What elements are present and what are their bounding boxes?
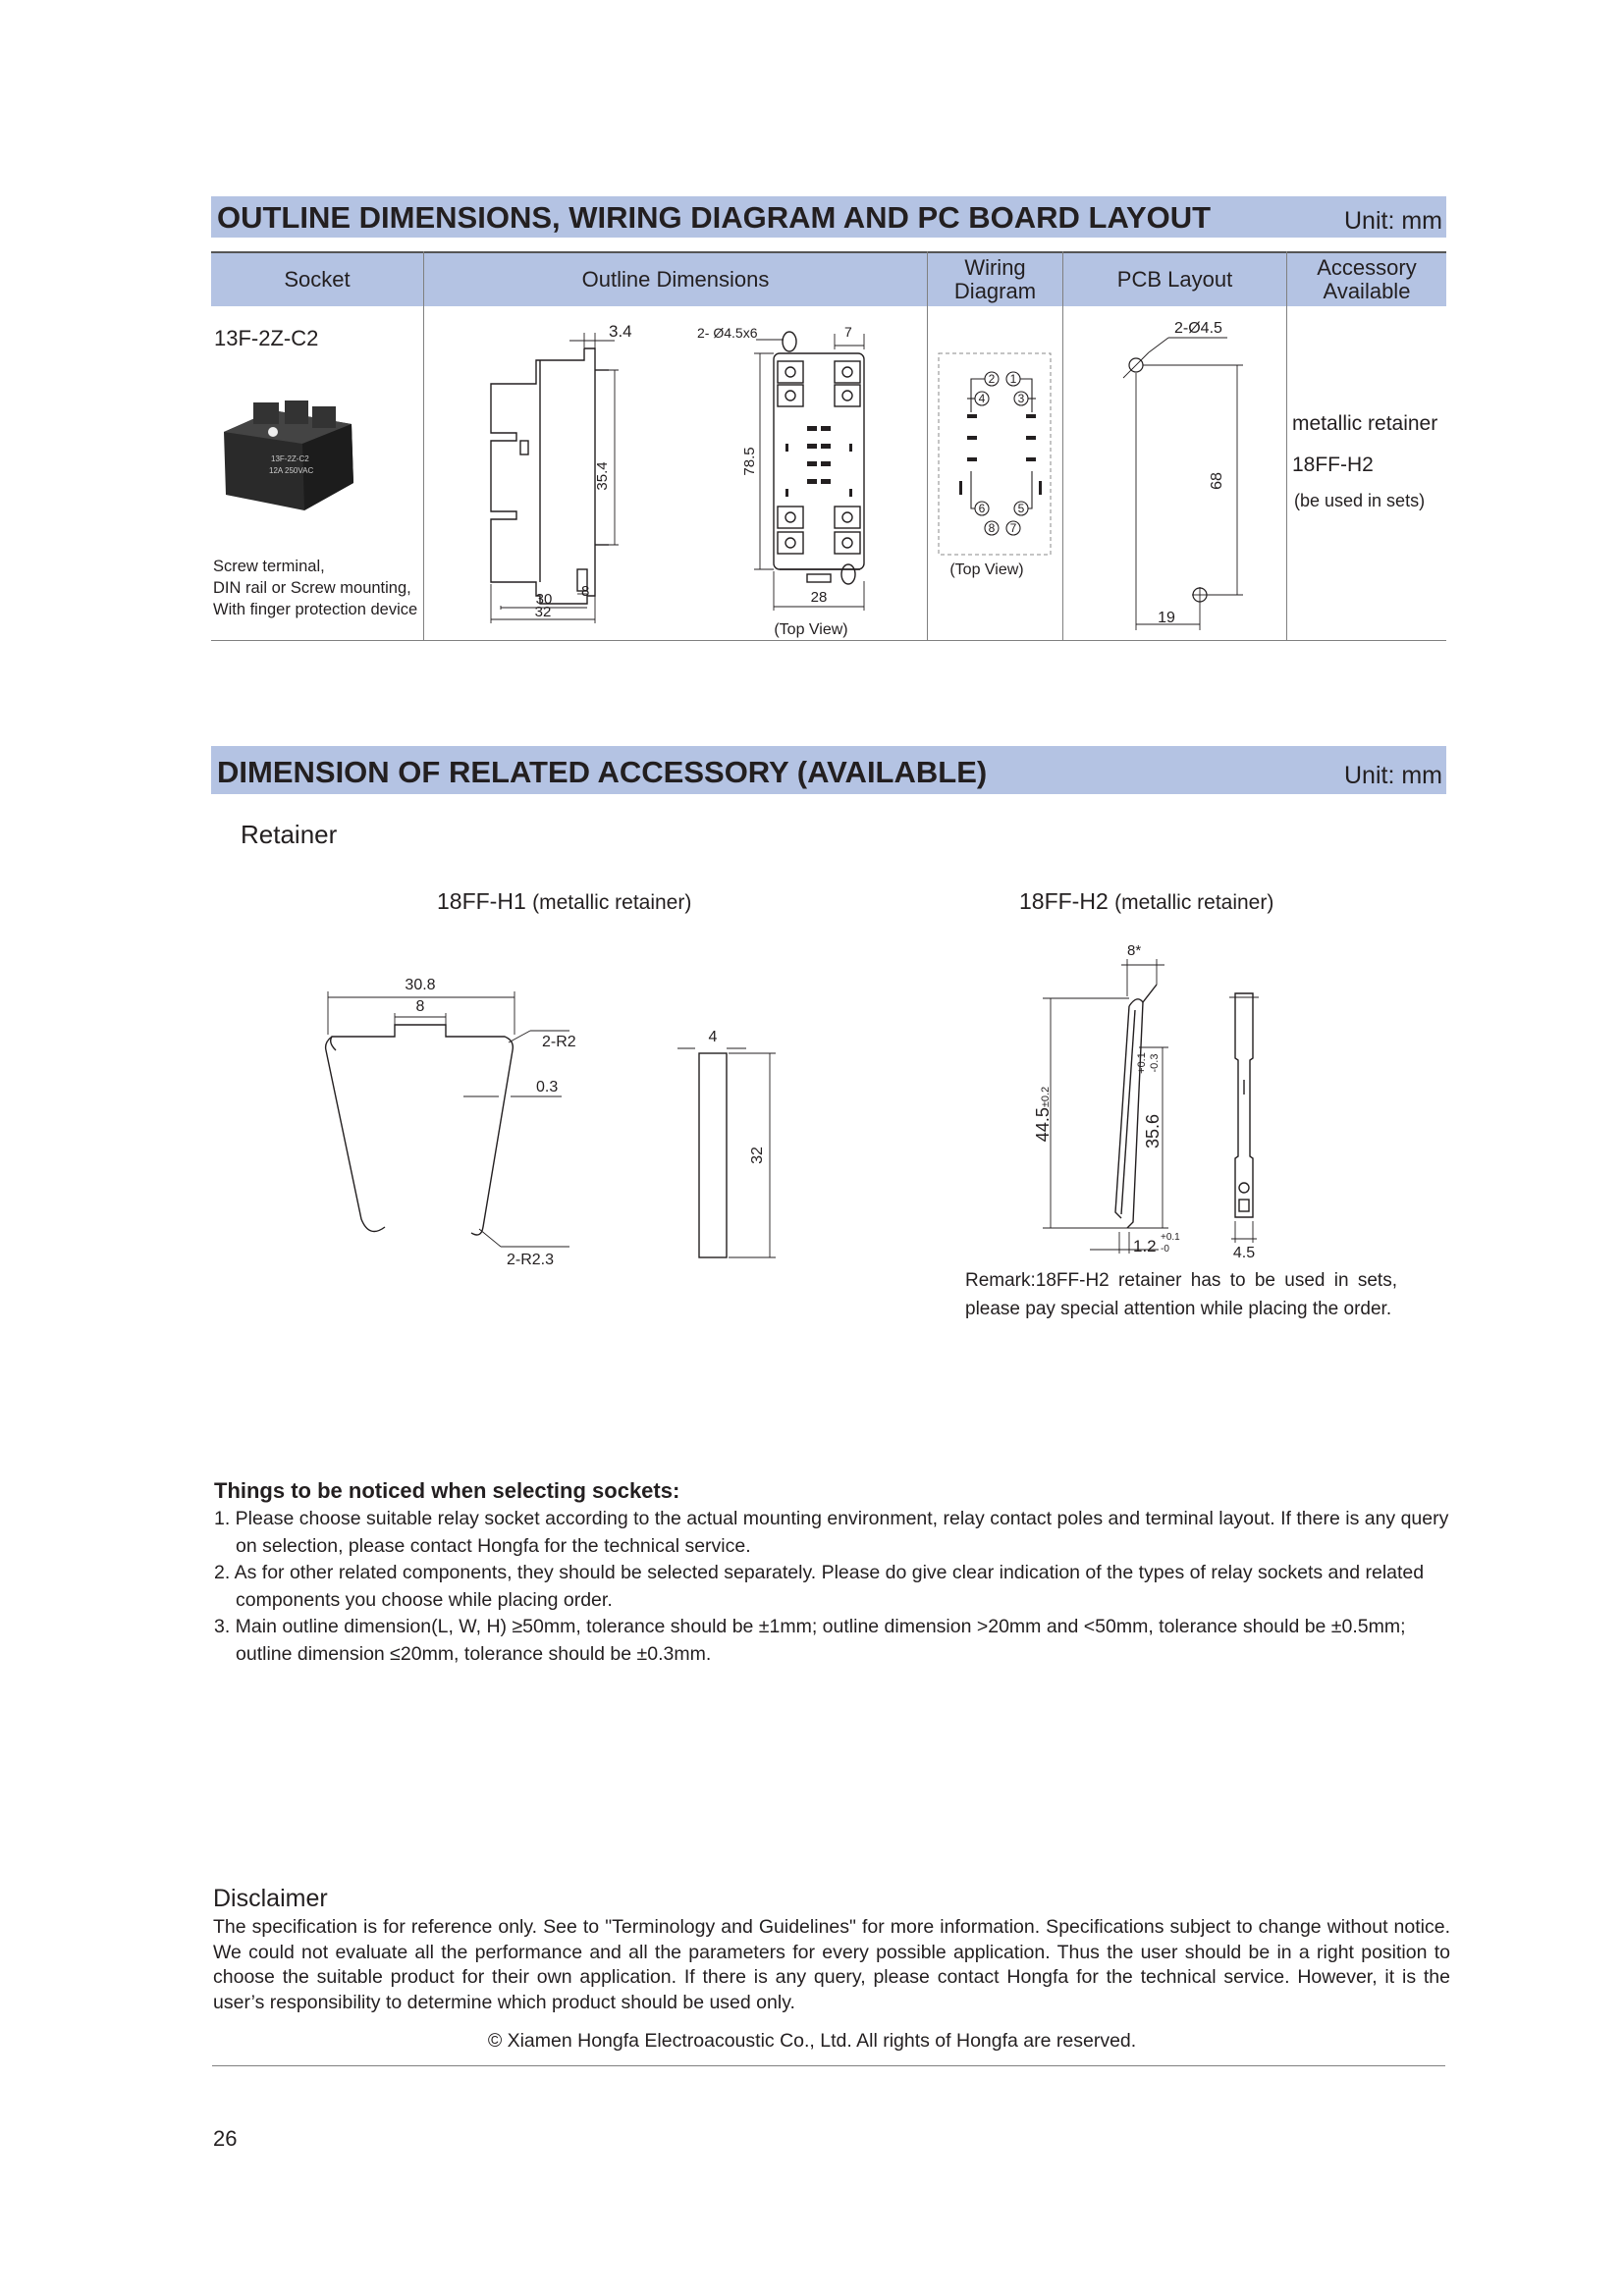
col-divider [423,251,424,641]
h2-dim-44-5 [1033,1087,1053,1142]
h2-dim-35-6-tol-up: +0.1 [1136,1052,1148,1074]
h2-dim-44-5-value: 44.5 [1033,1107,1053,1143]
dim-32: 32 [534,604,552,620]
section1-title-band [211,196,1446,238]
pcb-layout-drawing [1110,314,1276,638]
outline-top-view-label: (Top View) [774,621,848,638]
copyright: © Xiamen Hongfa Electroacoustic Co., Ltd. All rights of Hongfa are reserved. [487,2030,1137,2052]
h1-dim-4: 4 [708,1029,718,1045]
h2-dim-35-6: 35.6 [1143,1114,1163,1149]
wiring-diagram [938,353,1056,589]
terminal-4: 4 [978,392,986,405]
disclaimer-text: The specification is for reference only. See to "Terminology and Guidelines" for more information. Specifications subject to change without notice. We could not evaluate all the performance and all the parameters for every possible application. Thus the user should be in a right position to choose the suitable product for their own application. If there is any query, please contact Hongfa for the technical service. However, it is the user’s responsibility to determine which product should be used only. [213,1916,1450,2013]
accessory-note: (be used in sets) [1294,491,1426,510]
pcb-holes: 2-Ø4.5 [1174,320,1222,337]
terminal-3: 3 [1017,392,1025,405]
notes-item: 2. As for other related components, they should be selected separately. Please do give clear indication of the types of relay sockets and related components you choose while placing order. [214,1562,1425,1611]
header-socket: Socket [211,253,423,306]
h2-dim-4-5: 4.5 [1232,1245,1256,1261]
footer-rule [212,2065,1445,2066]
dim-8: 8 [581,583,590,600]
dim-35-4: 35.4 [594,461,611,491]
header-wiring [928,253,1062,306]
h2-title [1019,888,1273,915]
disclaimer-heading: Disclaimer [213,1885,328,1912]
h1-dim-8: 8 [415,998,425,1015]
pcb-dim-19: 19 [1158,610,1175,626]
h1-front-view-drawing [314,972,576,1268]
accessory-name: metallic retainer [1292,412,1438,435]
disclaimer-section [213,1882,1450,2015]
col-divider [927,251,928,641]
remark-line: please pay special attention while placing the order. [965,1299,1392,1319]
terminal-8: 8 [988,521,996,535]
remark-line: Remark:18FF-H2 retainer has to be used in sets, [965,1270,1397,1291]
section1-title: OUTLINE DIMENSIONS, WIRING DIAGRAM AND PC BOARD LAYOUT [217,200,1212,235]
dim-30: 30 [535,591,553,608]
socket-model: 13F-2Z-C2 [214,326,319,350]
h1-side-view-drawing [668,1016,785,1271]
header-accessory-label: Accessory Available [1317,255,1417,303]
h2-dim-1-2-tol-up: +0.1 [1161,1232,1180,1243]
h2-type: (metallic retainer) [1114,891,1274,914]
h2-dim-1-2: 1.2 [1133,1237,1157,1255]
retainer-heading: Retainer [241,820,338,849]
dim-78-5: 78.5 [741,447,758,476]
notes-heading: Things to be noticed when selecting sockets: [214,1478,680,1503]
pcb-dim-68: 68 [1209,472,1225,490]
header-accessory [1287,253,1446,306]
h2-dim-8s: 8* [1127,942,1142,959]
h2-model: 18FF-H2 [1019,888,1109,914]
h2-dim-44-5-tol: ±0.2 [1040,1086,1052,1108]
accessory-model: 18FF-H2 [1292,454,1374,476]
wiring-top-view-label: (Top View) [949,561,1024,578]
h1-dim-32: 32 [749,1147,766,1164]
dim-holes: 2- Ø4.5x6 [697,325,758,341]
h1-dim-30-8: 30.8 [405,977,436,993]
dim-28: 28 [810,589,828,606]
table-bottom-rule [211,640,1446,641]
h1-dim-0-3: 0.3 [536,1079,559,1095]
section2-title-band [211,746,1446,794]
notes-section [214,1476,1451,1668]
photo-label-line1: 13F-2Z-C2 [271,454,309,463]
dim-7: 7 [844,324,852,340]
terminal-1: 1 [1009,372,1017,386]
h2-remark [965,1266,1397,1323]
section1-unit: Unit: mm [1344,207,1442,235]
h1-dim-2-r2: 2-R2 [542,1034,576,1050]
h1-type: (metallic retainer) [532,891,692,914]
socket-desc-line: DIN rail or Screw mounting, [213,579,411,597]
socket-photo [214,393,361,520]
terminal-5: 5 [1017,502,1025,515]
h2-side-view-drawing [1021,937,1198,1271]
header-wiring-label: Wiring Diagram [953,255,1037,303]
h1-title [437,888,691,915]
outline-top-view-drawing [697,324,893,638]
terminal-7: 7 [1009,521,1017,535]
socket-desc-line: With finger protection device [213,601,418,618]
col-divider [1286,251,1287,641]
notes-item: 1. Please choose suitable relay socket according to the actual mounting environment, relay contact poles and terminal layout. If there is any query on selection, please contact Hongfa for the technical service. [214,1508,1449,1557]
h1-dim-2-r2-3: 2-R2.3 [507,1252,555,1268]
h2-dim-35-6-tol-dn: -0.3 [1149,1053,1161,1073]
photo-label-line2: 12A 250VAC [269,466,314,475]
header-outline: Outline Dimensions [424,253,927,306]
section2-unit: Unit: mm [1344,762,1442,789]
terminal-2: 2 [988,372,996,386]
header-pcb: PCB Layout [1063,253,1286,306]
h2-front-view-drawing [1218,982,1276,1266]
section2-title: DIMENSION OF RELATED ACCESSORY (AVAILABLE) [217,755,988,789]
h2-dim-1-2-tol-dn: -0 [1161,1244,1169,1255]
socket-description [213,556,417,620]
outline-side-view-drawing [481,319,638,633]
terminal-6: 6 [978,502,986,515]
socket-desc-line: Screw terminal, [213,558,325,575]
notes-item: 3. Main outline dimension(L, W, H) ≥50mm, tolerance should be ±1mm; outline dimension >20mm and <50mm, tolerance should be ±0.5mm; outline dimension ≤20mm, tolerance should be ±0.3mm. [214,1616,1406,1665]
page-number: 26 [213,2126,238,2151]
dim-3-4: 3.4 [609,322,632,341]
col-divider [1062,251,1063,641]
h1-model: 18FF-H1 [437,888,526,914]
